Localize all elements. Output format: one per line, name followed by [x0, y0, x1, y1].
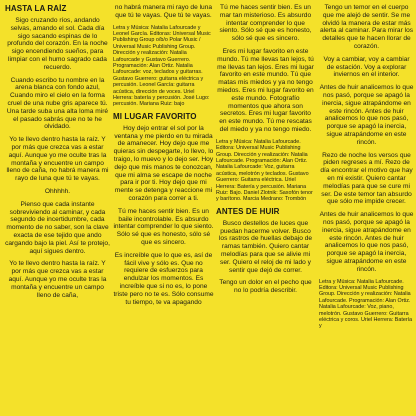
lyrics-stanza: Cuando escribo tu nombre en la arena blanca con fondo azul, Cuando miro el cielo en la forma cruel de una nube gris aparece tú. Una tarde suba una alta loma miré el pasado sabrás que no te he olvidado.: [6, 76, 109, 131]
lyrics-stanza: Yo te llevo dentro hasta la raíz. Y por más que crezca vas a estar aquí. Aunque yo me oculte tras la montaña y encuentre un campo lleno de caña,: [8, 260, 107, 299]
column-3: [216, 4, 315, 416]
song-credits: Letra y Música: Natalia Lafourcade. Editora: Universal Music Publishing Group. Dirección y realización: Natalia Lafourcade. Programación: Alan Ortiz. Natalia Lafourcade: Voz, piano, melotrón. Gustavo Guerrero: Guitarra eléctrica y coros. Uriel Herrera: Batería y: [319, 278, 413, 330]
lyrics-stanza: no habrá manera mi rayo de luna que tú te vayas. Que tú te vayas.: [114, 4, 213, 19]
column-4: [319, 4, 414, 416]
column-2: [113, 4, 214, 416]
lyrics-stanza: Tú me haces sentir bien. Es un baile incontrolable. Es absurdo intentar comprender lo que siento. Sólo sé que es honesto, sólo sé que es sincero.: [113, 207, 214, 247]
lyrics-stanza: Sigo cruzando ríos, andando selvas, amando el sol. Cada día sigo sacando espinas de lo profundo del corazón. En la noche sigo encendiendo sueños, para limpiar con el humo sagrado cada recuerdo.: [7, 17, 108, 71]
lyrics-stanza: Antes de huir analicemos lo que nos pasó, porque se apagó la inercia, sigue atrapándome en este rincón. Antes de huir analicemos lo que nos pasó, porque se apagó la inercia, sigue atrapándome en este rincón.: [319, 211, 414, 273]
lyrics-stanza: Tengo un dolor en el pecho que no lo podría describir.: [219, 279, 312, 295]
lyrics-stanza: Voy a cambiar, voy a cambiar de estación. Voy a explorar inviernos en el interior.: [323, 55, 410, 79]
song-title: ANTES DE HUIR: [216, 206, 280, 216]
lyrics-stanza: Antes de huir analicemos lo que nos pasó, porque se apagó la inercia, sigue atrapándome en este rincón. Antes de huir analicemos lo que nos pasó, porque se apagó la inercia, sigue atrapándome en este rincón.: [319, 84, 414, 146]
lyrics-stanza: Yo te llevo dentro hasta la raíz. Y por más que crezca vas a estar aquí. Aunque yo me oculte tras la montaña y encuentre un campo lleno de caña, no habrá manera mi rayo de luna que tú te vayas.: [6, 136, 109, 183]
song-credits: Letra y Música: Natalia Lafourcade. Editora: Universal Music Publishing Group. Dirección y realización: Natalia Lafourcade. Programación: Alan Ortiz. Natalia Lafourcade: Voz, guitarra acústica, melotrón y teclados. Gustavo Guerrero: Guitarra eléctrica. Uriel Herrera: Batería y percusión. Mariana Ruiz: Bajo. Daniel Zlotnik: Saxofón tenor y barítono. Marcia Medrano: Trombón: [216, 138, 313, 203]
lyrics-stanza: Tengo un temor en el cuerpo que me alejó de sentir. Se me olvidó la manera de estar más alerta al caminar. Para mirar los detalles que te hacen llorar de corazón.: [319, 4, 414, 50]
song-title: MI LUGAR FAVORITO: [113, 111, 197, 121]
lyrics-stanza: Eres mi lugar favorito en este mundo. Tú me llevas tan lejos, tú me llevas tan lejos. Eres mi lugar favorito en este mundo. Tú que matas mis miedos y ya no tengo miedos. Eres mi lugar favorito en este mundo. Fotografío momentos que ahora son secretos. Eres mi lugar favorito en este mundo. Tú me rescatas del miedo y ya no tengo miedo.: [217, 47, 314, 133]
song-credits: Letra y Música: Natalia Lafourcade y Leonel García. Editoras: Universal Music Publishing Group o/b/o Polar Music / Universal Music Publishing Group. Dirección y realización: Natalia Lafourcade y Gustavo Guerrero. Programación: Alan Ortiz. Natalia Lafourcade: voz, teclados y guitarras. Gustavo Guerrero: guitarra eléctrica y percusión. Leonel García: guitarra acústica, dirección de voces. Uriel Herrera: batería y percusión. José Lugo: percusión. Mariana Ruiz: bajo: [113, 24, 211, 108]
lyrics-stanza: Hoy dejo entrar el sol por la ventana y me pierdo en tu mirada de amanecer. Hoy dejo que me quieras sin despegarte, lo llevo, lo traigo, lo muevo y lo dejo ser. Hoy dejo que mis manos te conozcan, que mi alma se escape de noche para ir por ti. Hoy dejo que mi mente se detenga y reaccione mi corazón para correr a ti.: [113, 124, 214, 203]
lyrics-stanza: Tú me haces sentir bien. Es un mar tan misterioso. Es absurdo intentar comprender lo que siento. Sólo sé que es honesto, sólo sé que es sincero.: [219, 4, 312, 43]
column-1: [5, 4, 110, 416]
lyrics-stanza: Rezo de noche los versos que piden regreses a mí. Rezo de día encontrar el motivo que hay en mi existir. Quiero cantar melodías para que se cure mi ser. De este temor tan absurdo que sólo me impide crecer.: [320, 151, 413, 206]
lyrics-stanza: Pienso que cada instante sobreviviendo al caminar, y cada segundo de incertidumbre, cada momento de no saber, son la clave exacta de ese tejido que ando cargando bajo la piel. Así te protejo, aquí sigues dentro.: [5, 200, 110, 255]
lyrics-stanza: Busco destellos de luces que puedan hacerme volver. Busco los rastros de huellas debajo de ramas también. Quiero cantar melodías para que se alivie mi ser. Quiero el reloj de mi lado y sentir que dejó de correr.: [218, 219, 313, 274]
lyrics-stanza: Ohhhhh.: [44, 187, 71, 195]
song-title: HASTA LA RAÍZ: [5, 4, 67, 13]
lyrics-stanza: Es increíble que lo que es, así de fácil vive y sólo es. Que no requiere de esfuerzos para endulzar los momentos. Es increíble que si no es, lo pone triste pero no te es. Sólo consume tu tiempo, te va apagando: [113, 251, 214, 306]
